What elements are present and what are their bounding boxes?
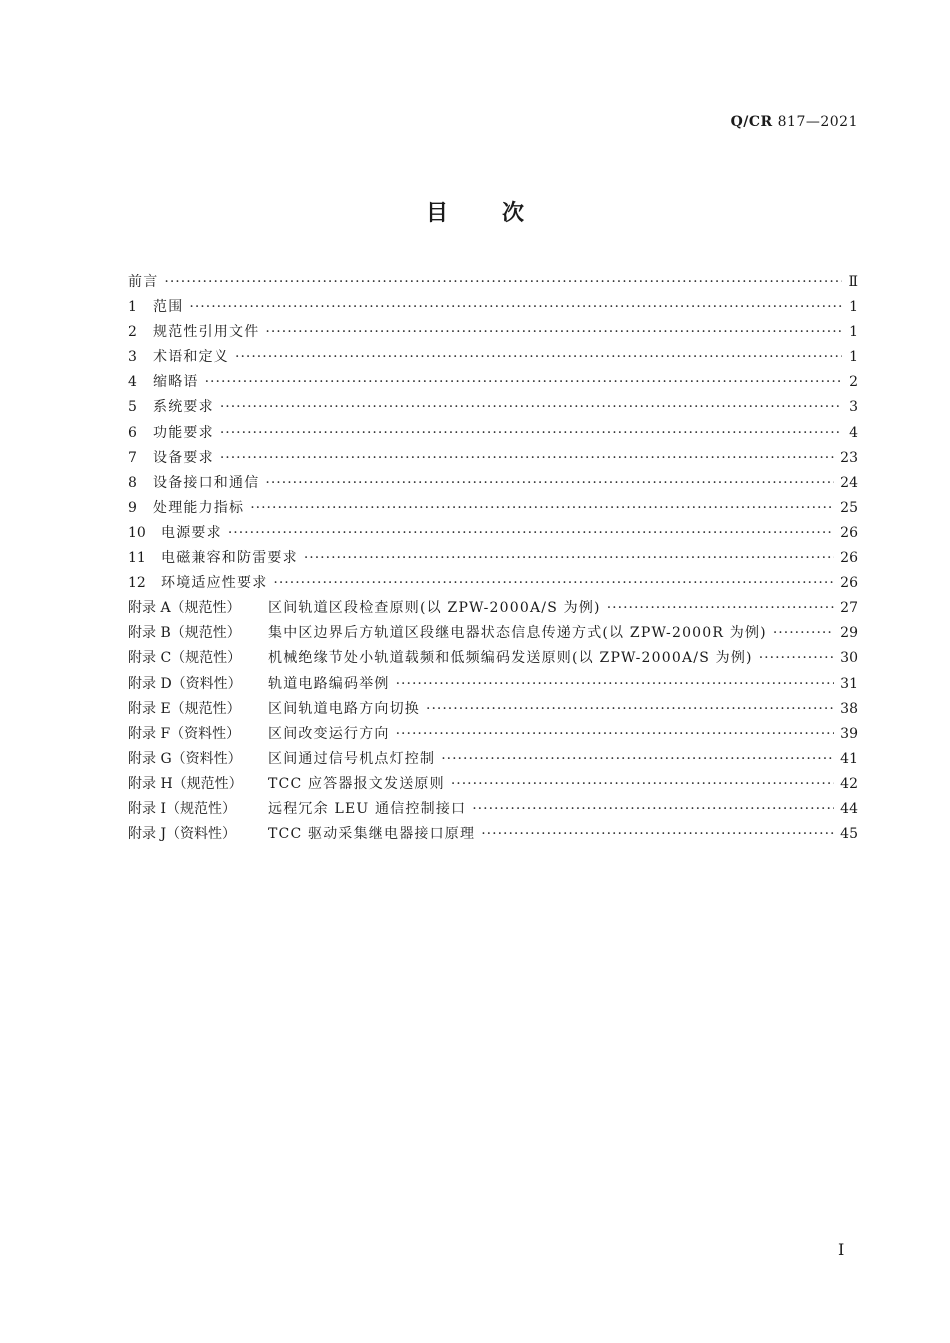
dot-leader [228, 521, 834, 546]
standard-prefix: Q/CR [730, 114, 773, 130]
toc-entry[interactable] [128, 722, 858, 747]
toc-entry-page: 26 [840, 550, 858, 567]
toc-entry[interactable] [128, 395, 858, 420]
dot-leader [304, 546, 834, 571]
toc-entry[interactable] [128, 370, 858, 395]
toc-entry[interactable] [128, 797, 858, 822]
toc-entry-number: 5 [128, 399, 137, 416]
dot-leader [441, 747, 834, 772]
toc-entry[interactable] [128, 596, 858, 621]
toc-entry-page: 1 [849, 324, 858, 341]
toc-entry-page: 4 [849, 424, 858, 441]
table-of-contents [128, 270, 858, 847]
toc-entry-label: 机械绝缘节处小轨道载频和低频编码发送原则(以 ZPW-2000A/S 为例) [268, 650, 753, 667]
toc-entry[interactable] [128, 446, 858, 471]
toc-entry[interactable] [128, 621, 858, 646]
toc-entry-label: 区间轨道区段检查原则(以 ZPW-2000A/S 为例) [268, 600, 601, 617]
toc-entry-number: 10 [128, 524, 146, 541]
toc-entry-page: 30 [840, 650, 858, 667]
toc-entry-label: 设备要求 [153, 449, 214, 466]
toc-entry-label: 电源要求 [161, 524, 222, 541]
toc-entry-page: 38 [840, 700, 858, 717]
toc-entry[interactable] [128, 521, 858, 546]
dot-leader [265, 471, 834, 496]
toc-entry-number: 8 [128, 474, 137, 491]
toc-entry-label: 区间改变运行方向 [268, 725, 390, 742]
toc-entry-page: 45 [840, 826, 858, 843]
toc-entry[interactable] [128, 320, 858, 345]
dot-leader [220, 446, 834, 471]
toc-entry-page: 3 [849, 399, 858, 416]
dot-leader [250, 496, 834, 521]
toc-entry[interactable] [128, 747, 858, 772]
toc-entry-number: 2 [128, 324, 137, 341]
toc-entry-page: 23 [840, 449, 858, 466]
toc-entry-label: 设备接口和通信 [153, 474, 260, 491]
toc-entry-label: 集中区边界后方轨道区段继电器状态信息传递方式(以 ZPW-2000R 为例) [268, 625, 767, 642]
toc-entry-label: 轨道电路编码举例 [268, 675, 390, 692]
dot-leader [451, 772, 834, 797]
toc-entry-label: 环境适应性要求 [161, 575, 268, 592]
toc-entry-number: 附录 C（规范性） [128, 650, 242, 667]
toc-entry-number: 附录 A（规范性） [128, 600, 241, 617]
toc-entry-number: 3 [128, 349, 137, 366]
toc-entry-label: TCC 驱动采集继电器接口原理 [268, 826, 476, 843]
dot-leader [273, 571, 834, 596]
document-header [731, 114, 858, 130]
toc-entry-page: Ⅱ [848, 274, 858, 290]
toc-entry-number: 7 [128, 449, 137, 466]
toc-entry-page: 1 [849, 349, 858, 366]
toc-entry-number: 附录 E（规范性） [128, 700, 241, 717]
toc-entry-label: 前言 [128, 274, 159, 290]
dot-leader [426, 697, 834, 722]
toc-entry-page: 24 [840, 474, 858, 491]
toc-entry-number: 附录 J（资料性） [128, 826, 237, 843]
toc-entry[interactable] [128, 697, 858, 722]
toc-entry-number: 附录 H（规范性） [128, 775, 243, 792]
toc-entry-label: 远程冗余 LEU 通信控制接口 [268, 800, 467, 817]
dot-leader [189, 295, 842, 320]
toc-entry-number: 4 [128, 374, 137, 391]
toc-entry-page: 44 [840, 800, 858, 817]
standard-number: 817—2021 [777, 114, 858, 130]
toc-entry-number: 附录 F（资料性） [128, 725, 241, 742]
dot-leader [481, 822, 834, 847]
toc-entry-page: 26 [840, 575, 858, 592]
toc-entry[interactable] [128, 270, 858, 295]
dot-leader [220, 421, 842, 446]
toc-entry[interactable] [128, 546, 858, 571]
toc-entry-number: 1 [128, 299, 137, 316]
page-folio: Ⅰ [838, 1240, 845, 1259]
toc-entry-page: 31 [840, 675, 858, 692]
toc-entry-page: 42 [840, 775, 858, 792]
toc-entry-number: 6 [128, 424, 137, 441]
toc-entry-number: 9 [128, 499, 137, 516]
toc-entry-page: 29 [840, 625, 858, 642]
toc-entry-label: 系统要求 [153, 399, 214, 416]
toc-entry[interactable] [128, 646, 858, 671]
dot-leader [164, 270, 842, 295]
toc-entry-number: 附录 D（资料性） [128, 675, 242, 692]
dot-leader [205, 370, 842, 395]
toc-entry-page: 26 [840, 524, 858, 541]
toc-entry-label: 区间轨道电路方向切换 [268, 700, 420, 717]
toc-entry-label: 范围 [153, 299, 184, 316]
toc-entry-number: 附录 B（规范性） [128, 625, 241, 642]
toc-entry-page: 1 [849, 299, 858, 316]
toc-entry[interactable] [128, 772, 858, 797]
toc-entry-label: TCC 应答器报文发送原则 [268, 775, 445, 792]
toc-entry-page: 2 [849, 374, 858, 391]
dot-leader [235, 345, 842, 370]
toc-entry[interactable] [128, 822, 858, 847]
toc-entry[interactable] [128, 345, 858, 370]
toc-entry-number: 12 [128, 575, 146, 592]
dot-leader [607, 596, 834, 621]
toc-entry-page: 27 [840, 600, 858, 617]
toc-entry-label: 规范性引用文件 [153, 324, 260, 341]
dot-leader [773, 621, 834, 646]
toc-entry-label: 术语和定义 [153, 349, 229, 366]
toc-entry[interactable] [128, 571, 858, 596]
toc-entry-label: 区间通过信号机点灯控制 [268, 750, 436, 767]
toc-entry-label: 功能要求 [153, 424, 214, 441]
toc-entry[interactable] [128, 672, 858, 697]
dot-leader [472, 797, 834, 822]
toc-entry-page: 25 [840, 499, 858, 516]
toc-entry-page: 41 [840, 750, 858, 767]
toc-entry-number: 11 [128, 550, 146, 567]
toc-entry-number: 附录 I（规范性） [128, 800, 236, 817]
toc-entry-label: 电磁兼容和防雷要求 [161, 550, 298, 567]
toc-entry[interactable] [128, 421, 858, 446]
dot-leader [396, 722, 835, 747]
page-title: 目次 [425, 201, 578, 226]
dot-leader [396, 672, 835, 697]
toc-entry-number: 附录 G（资料性） [128, 750, 242, 767]
dot-leader [265, 320, 842, 345]
dot-leader [220, 395, 842, 420]
toc-entry[interactable] [128, 295, 858, 320]
toc-entry[interactable] [128, 496, 858, 521]
toc-entry-label: 处理能力指标 [153, 499, 245, 516]
dot-leader [759, 646, 834, 671]
toc-entry-page: 39 [840, 725, 858, 742]
toc-entry[interactable] [128, 471, 858, 496]
toc-entry-label: 缩略语 [153, 374, 199, 391]
